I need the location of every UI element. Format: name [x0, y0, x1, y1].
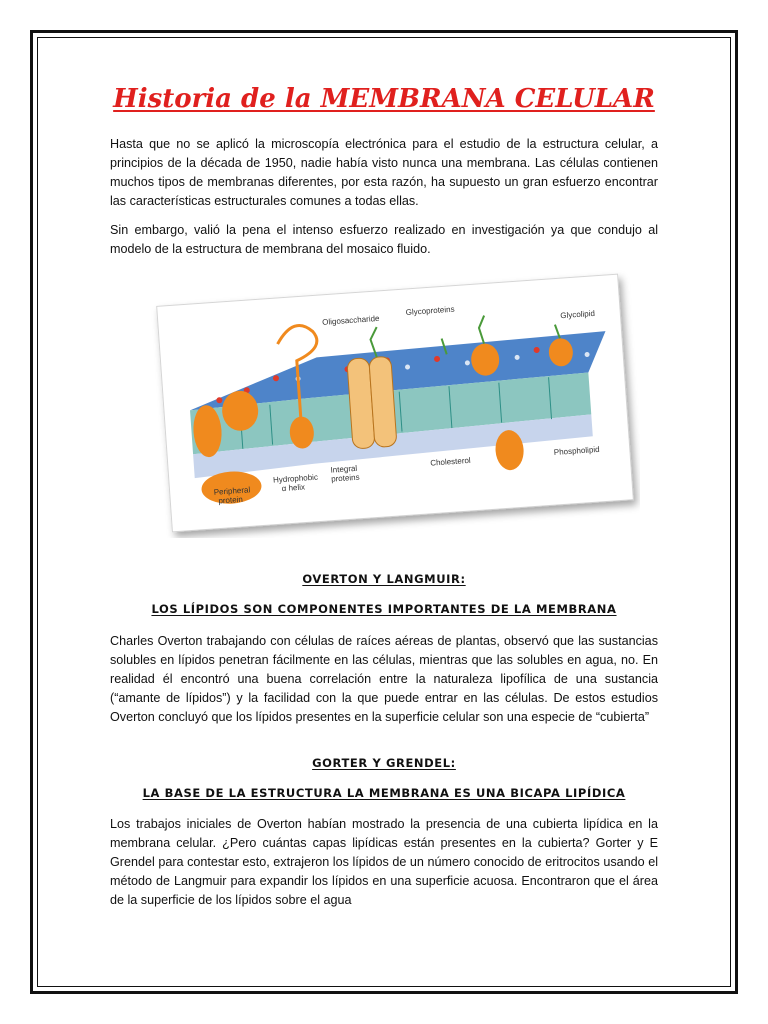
section1-subheading: LOS LÍPIDOS SON COMPONENTES IMPORTANTES DE LA MEMBRANA: [151, 602, 617, 616]
label-phospholipid: Phospholipid: [553, 444, 600, 458]
label-peripheral: Peripheral: [213, 485, 251, 497]
section2-heading: GORTER Y GRENDEL:: [312, 756, 456, 770]
section1-paragraph: Charles Overton trabajando con células de raíces aéreas de plantas, observó que las sustancias solubles en lípidos penetran fácilmente en las células, mientras que las solubles en agua, no. En realidad él encontró una buena correlación entre la naturaleza lipofílica de una sustancia (“amante de lípidos”) y la facilidad con la que puede entrar en las células. De estos estudios Overton concluyó que los lípidos presentes en la superficie celular son una especie de “cubierta”: [110, 634, 658, 724]
fluid-mosaic-diagram: [150, 268, 640, 538]
page-title: Historia de la MEMBRANA CELULAR: [113, 84, 655, 114]
label-oligosaccharide: Oligosaccharide: [321, 313, 380, 327]
label-glycolipid: Glycolipid: [560, 308, 596, 321]
section2-subheading: LA BASE DE LA ESTRUCTURA LA MEMBRANA ES UNA BICAPA LIPÍDICA: [142, 786, 626, 800]
label-hydrophobic: Hydrophobic: [272, 472, 319, 485]
integral-protein: [347, 356, 397, 449]
label-proteins: proteins: [330, 472, 360, 484]
intro-paragraph-2: Sin embargo, valió la pena el intenso esfuerzo realizado en investigación ya que condujo al modelo de la estructura de membrana del mosaico fluido.: [110, 223, 658, 256]
label-integral: Integral: [330, 463, 358, 475]
label-cholesterol: Cholesterol: [429, 455, 471, 468]
label-alpha-helix: α helix: [281, 482, 306, 494]
intro-paragraph-1: Hasta que no se aplicó la microscopía electrónica para el estudio de la estructura celular, a principios de la década de 1950, nadie había visto nunca una membrana. Las células contienen muchos tipos de membranas diferentes, por esta razón, ha supuesto un gran esfuerzo encontrar las características estructurales comunes a todas ellas.: [110, 137, 658, 208]
membrane-figure: [150, 268, 640, 538]
section2-paragraph: Los trabajos iniciales de Overton habían mostrado la presencia de una cubierta lipídica en la membrana celular. ¿Pero cuántas capas lipídicas están presentes en la cubierta? Gorter y E Grendel para contestar esto, extrajeron los lípidos de un número conocido de eritrocitos usando el método de Langmuir para expandir los lípidos en una superficie acuosa. Encontraron que el área de la superficie de los lípidos sobre el agua: [110, 817, 658, 907]
label-glycoproteins: Glycoproteins: [405, 304, 455, 318]
label-protein: protein: [218, 494, 244, 506]
section1-heading: OVERTON Y LANGMUIR:: [302, 572, 466, 586]
